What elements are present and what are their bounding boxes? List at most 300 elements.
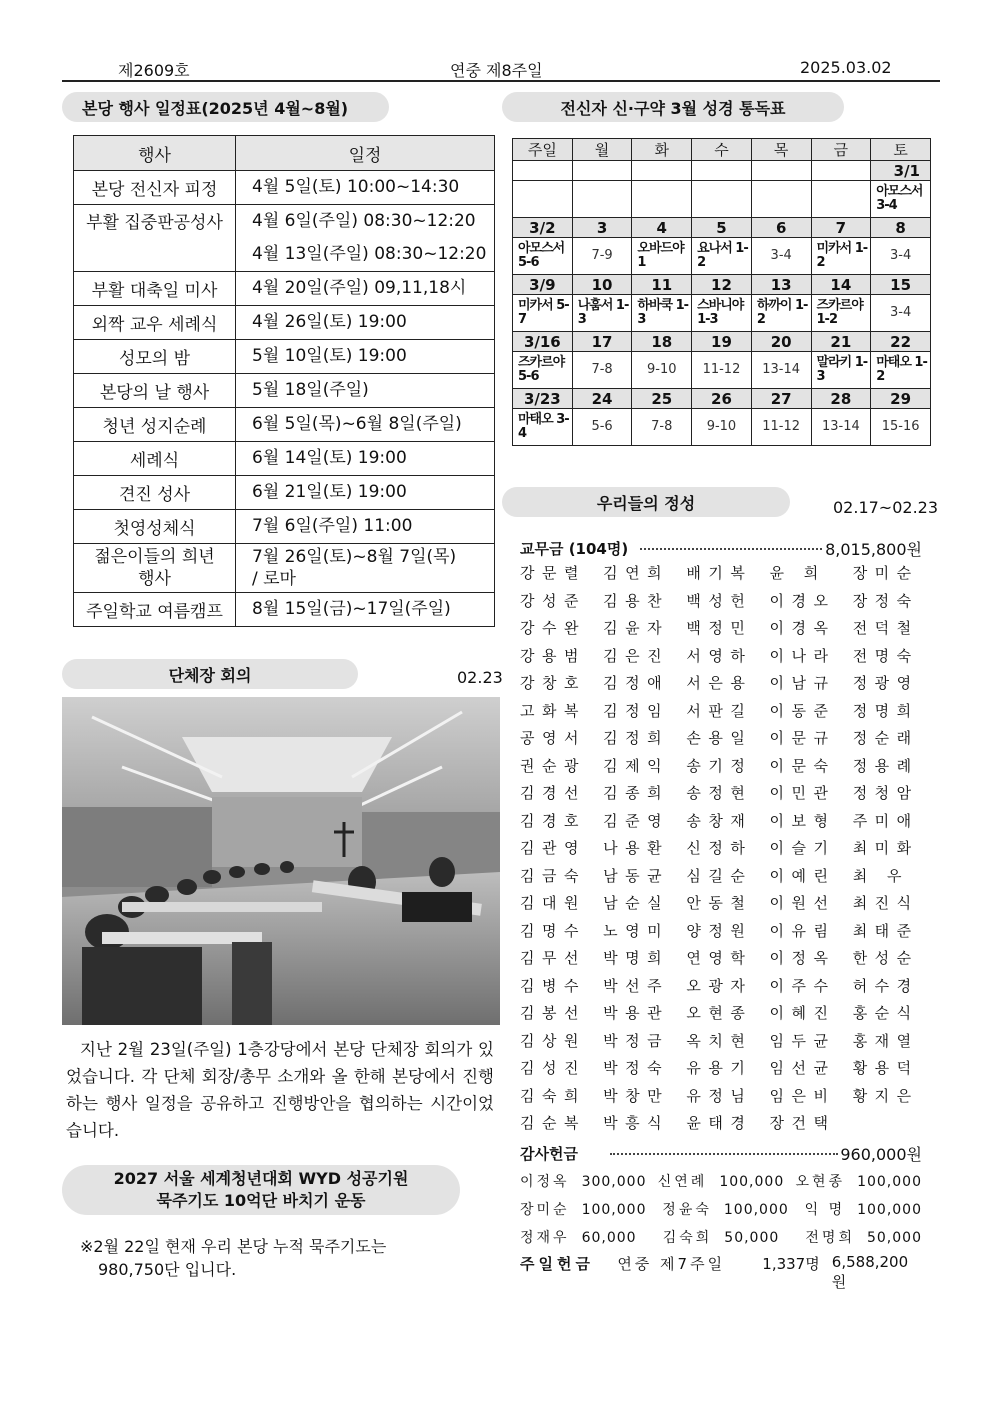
- calendar-date-row: [513, 332, 931, 352]
- donor-name: 최진식: [852, 894, 919, 912]
- schedule-date-line: 7월 6일(주일) 11:00: [252, 516, 413, 536]
- donor-name: 박정금: [603, 1031, 670, 1050]
- calendar-date: 20: [751, 332, 811, 352]
- schedule-row: [74, 374, 495, 408]
- calendar-reading: 즈카르야 5-6: [513, 352, 573, 389]
- calendar-reading: 아모스서 5-6: [513, 238, 573, 275]
- sunday-week: 연중 제7주일: [617, 1255, 726, 1273]
- donor-name: 남동균: [603, 866, 670, 885]
- thanks-donor: 정윤숙: [662, 1202, 712, 1218]
- donor-row: [520, 1030, 922, 1058]
- calendar-reading: 말라키 1-3: [811, 352, 871, 389]
- calendar-date: 29: [871, 389, 931, 409]
- schedule-row: [74, 171, 495, 205]
- donor-name: 홍순식: [852, 1004, 919, 1022]
- thanks-donor: 신연례: [657, 1174, 708, 1190]
- calendar-date: [751, 161, 811, 181]
- donor-name: 최 우: [852, 866, 909, 885]
- donor-name: 김순복: [520, 1114, 586, 1132]
- rosary-note: [80, 1235, 480, 1281]
- schedule-dates: [236, 510, 495, 544]
- donor-name: 임은비: [769, 1086, 836, 1105]
- donor-name: 이경오: [769, 591, 836, 610]
- donor-name: 김준영: [603, 811, 670, 830]
- thanks-entry: [663, 1227, 780, 1247]
- calendar-reading: [811, 181, 871, 218]
- schedule-dates: [236, 544, 495, 593]
- schedule-heading: 본당 행사 일정표(2025년 4월~8월): [62, 92, 389, 122]
- thanks-entry: [805, 1227, 922, 1247]
- calendar-date-row: [513, 389, 931, 409]
- donor-name: 김경선: [520, 784, 586, 802]
- schedule-date-line: 5월 10일(토) 19:00: [252, 346, 407, 366]
- schedule-row: [74, 510, 495, 544]
- schedule-event: 외짝 교우 세례식: [74, 306, 236, 340]
- donor-name: 박정숙: [603, 1059, 670, 1077]
- meeting-text: 지난 2월 23일(주일) 1층강당에서 본당 단체장 회의가 있었습니다. 각 단체 회장/총무 소개와 올 한해 본당에서 진행하는 행사 일정을 공유하고 진행방안을 협의하는 시간이었습니다.: [66, 1040, 494, 1140]
- calendar-weekday: 월: [572, 139, 632, 161]
- donor-name: 강창호: [520, 674, 586, 692]
- schedule-event: 부활 집중판공성사: [74, 205, 236, 272]
- calendar-reading: 7-9: [572, 238, 632, 275]
- calendar-reading: 13-14: [751, 352, 811, 389]
- donor-name: 백성헌: [686, 591, 753, 610]
- thanks-amount-item: 100,000: [857, 1202, 922, 1218]
- sunday-people: 1,337명: [762, 1255, 820, 1273]
- donor-row: [520, 1112, 922, 1140]
- thanks-amount-item: 100,000: [581, 1202, 647, 1218]
- donor-name: 공영서: [520, 729, 586, 747]
- calendar-reading: 마태오 3-4: [513, 409, 573, 446]
- calendar-weekday: 금: [811, 139, 871, 161]
- calendar-date: 25: [632, 389, 692, 409]
- schedule-date-line: 4월 20일(주일) 09,11,18시: [252, 278, 467, 298]
- donor-name: 정명희: [852, 701, 919, 720]
- calendar-date: 8: [871, 218, 931, 238]
- donor-name: 윤 희: [769, 564, 826, 582]
- thanks-entry: [658, 1171, 784, 1191]
- calendar-date: 3/2: [513, 218, 573, 238]
- donor-row: [520, 1057, 922, 1085]
- schedule-dates: [236, 306, 495, 340]
- donor-name: 임선균: [769, 1059, 836, 1077]
- donor-row: [520, 947, 922, 975]
- donor-row: [520, 645, 922, 673]
- calendar-weekday: 주일: [513, 139, 573, 161]
- calendar-reading: 스바니야 1-3: [692, 295, 752, 332]
- thanks-amount-item: 50,000: [724, 1230, 780, 1246]
- donor-name: 이유림: [769, 921, 836, 940]
- donor-name: 박명희: [603, 949, 670, 967]
- calendar-date: 17: [572, 332, 632, 352]
- donor-name: 김정희: [603, 729, 670, 747]
- donor-row: [520, 865, 922, 893]
- donor-name: 정청암: [852, 784, 919, 802]
- calendar-date: 19: [692, 332, 752, 352]
- donor-name: 이동준: [769, 701, 836, 720]
- schedule-dates: [236, 476, 495, 510]
- donor-name: 김연희: [603, 564, 670, 582]
- donor-name: 이민관: [769, 784, 836, 802]
- calendar-date: 3/23: [513, 389, 573, 409]
- thanks-leader-dots: [610, 1153, 838, 1155]
- donor-name: 손용일: [686, 729, 753, 747]
- calendar-reading: 미카서 5-7: [513, 295, 573, 332]
- donor-row: [520, 782, 922, 810]
- donor-name: 배기복: [686, 564, 753, 582]
- schedule-dates: [236, 374, 495, 408]
- schedule-row: [74, 442, 495, 476]
- thanks-entry: [796, 1171, 922, 1191]
- thanks-donor: 전명희: [805, 1230, 855, 1246]
- rosary-note-line-1: ※2월 22일 현재 우리 본당 누적 묵주기도는: [80, 1237, 387, 1256]
- calendar-weekday-row: [513, 139, 931, 161]
- calendar-date: 3/16: [513, 332, 573, 352]
- schedule-date-line: 4월 26일(토) 19:00: [252, 312, 407, 332]
- calendar-date: 28: [811, 389, 871, 409]
- calendar-reading: 미카서 1-2: [811, 238, 871, 275]
- schedule-event: 청년 성지순례: [74, 408, 236, 442]
- donor-name: 김관영: [520, 839, 586, 857]
- donor-name: 황지은: [852, 1086, 919, 1105]
- calendar-date: 3: [572, 218, 632, 238]
- donor-name: 장정숙: [852, 591, 919, 610]
- donor-name: 이주수: [769, 976, 836, 995]
- donor-name: 전명숙: [852, 646, 919, 665]
- donor-name: 허수경: [852, 976, 919, 995]
- schedule-dates: [236, 442, 495, 476]
- schedule-date-line: 4월 5일(토) 10:00~14:30: [252, 177, 460, 197]
- calendar-weekday: 수: [692, 139, 752, 161]
- schedule-date-line: 6월 14일(토) 19:00: [252, 448, 407, 468]
- donor-row: [520, 892, 922, 920]
- donor-name: 송창재: [686, 811, 753, 830]
- donor-name: 신정하: [686, 839, 753, 857]
- thanks-amount: 960,000원: [840, 1145, 922, 1164]
- donor-name: 유용기: [686, 1059, 753, 1077]
- schedule-date-line: 5월 18일(주일): [252, 380, 369, 400]
- offering-heading: 우리들의 정성: [502, 487, 790, 517]
- donor-name: 장건택: [769, 1114, 836, 1132]
- calendar-date: 7: [811, 218, 871, 238]
- dues-label: 교무금 (104명): [520, 540, 629, 558]
- schedule-row: [74, 272, 495, 306]
- thanks-amount-item: 50,000: [866, 1230, 922, 1246]
- donor-name: 황용덕: [852, 1059, 919, 1077]
- donor-name: 권순광: [520, 756, 586, 775]
- donor-name: 송정현: [686, 784, 753, 802]
- calendar-date: [811, 161, 871, 181]
- schedule-dates: [236, 272, 495, 306]
- schedule-row: [74, 593, 495, 627]
- donor-name: 서판길: [686, 701, 753, 720]
- calendar-date: 10: [572, 275, 632, 295]
- donor-name: 이남규: [769, 674, 836, 692]
- donor-name: 김윤자: [603, 619, 670, 637]
- calendar-date: 12: [692, 275, 752, 295]
- calendar-reading: 아모스서 3-4: [871, 181, 931, 218]
- schedule-table: [73, 135, 495, 627]
- donor-name: 서영하: [686, 646, 753, 665]
- donor-name: 김대원: [520, 894, 586, 912]
- donor-row: [520, 1085, 922, 1113]
- thanks-donor: 정재우: [520, 1230, 570, 1246]
- calendar-reading: 9-10: [692, 409, 752, 446]
- donor-name: 이정옥: [769, 949, 836, 967]
- meeting-photo: [62, 697, 500, 1025]
- thanks-donor: 오현종: [795, 1174, 846, 1190]
- donor-name: 윤태경: [686, 1114, 753, 1132]
- donor-name: 김명수: [520, 921, 586, 940]
- sunday-amount: 6,588,200원: [831, 1253, 909, 1291]
- calendar-date: 24: [572, 389, 632, 409]
- sunday-label: 주일헌금: [520, 1255, 594, 1273]
- thanks-row: [520, 1171, 922, 1191]
- sunday-offering: [520, 1253, 922, 1292]
- donor-name: 이혜진: [769, 1004, 836, 1022]
- thanks-row: [520, 1199, 922, 1219]
- donor-name: 강용범: [520, 646, 586, 665]
- calendar-reading: 15-16: [871, 409, 931, 446]
- donor-name: 옥치현: [686, 1031, 753, 1050]
- meeting-description: [66, 1036, 494, 1144]
- donor-name: 정순래: [852, 729, 919, 747]
- donor-name: 박선주: [603, 976, 670, 995]
- offering-period: 02.17~02.23: [833, 498, 939, 517]
- calendar-date: 26: [692, 389, 752, 409]
- schedule-date-line: 8월 15일(금)~17일(주일): [252, 599, 451, 619]
- thanks-entry: [662, 1199, 788, 1219]
- donor-name: [853, 1112, 922, 1140]
- schedule-row: [74, 476, 495, 510]
- bulletin-date: 2025.03.02: [800, 58, 892, 77]
- calendar-reading: 7-8: [572, 352, 632, 389]
- thanks-entry: [520, 1171, 646, 1191]
- donor-row: [520, 562, 922, 590]
- donor-name: 이나라: [769, 646, 836, 665]
- donor-name: 김제익: [603, 756, 670, 775]
- calendar-date: 27: [751, 389, 811, 409]
- schedule-event: 첫영성체식: [74, 510, 236, 544]
- calendar-reading-row: [513, 181, 931, 218]
- thanks-row: [520, 1227, 922, 1247]
- dues-leader-dots: [640, 548, 822, 550]
- schedule-dates: [236, 171, 495, 205]
- header-divider: [62, 80, 940, 82]
- donor-name: 이경옥: [769, 619, 836, 637]
- schedule-dates: [236, 408, 495, 442]
- donor-name: 오현종: [686, 1004, 753, 1022]
- calendar-date-row: [513, 275, 931, 295]
- thanks-label: 감사헌금: [520, 1145, 578, 1163]
- schedule-date-line: 6월 21일(토) 19:00: [252, 482, 407, 502]
- thanks-amount-item: 100,000: [857, 1174, 922, 1190]
- donor-name: 김병수: [520, 976, 586, 995]
- donor-row: [520, 617, 922, 645]
- calendar-weekday: 토: [871, 139, 931, 161]
- donor-name: 강문렬: [520, 564, 586, 582]
- thanks-donor: 익 명: [804, 1202, 846, 1218]
- calendar-reading: 9-10: [632, 352, 692, 389]
- calendar-reading: 3-4: [871, 295, 931, 332]
- calendar-reading: 하까이 1-2: [751, 295, 811, 332]
- donor-row: [520, 975, 922, 1003]
- donor-row: [520, 837, 922, 865]
- donor-name: 백정민: [686, 619, 753, 637]
- calendar-reading: [572, 181, 632, 218]
- schedule-event: 본당의 날 행사: [74, 374, 236, 408]
- donor-name: 김종희: [603, 784, 670, 802]
- calendar-date: 22: [871, 332, 931, 352]
- wyd-line-2: 묵주기도 10억단 바치기 운동: [156, 1191, 366, 1210]
- donor-name: 김상원: [520, 1031, 586, 1050]
- calendar-date: [572, 161, 632, 181]
- calendar-date: 13: [751, 275, 811, 295]
- donor-name: 이문숙: [769, 756, 836, 775]
- calendar-date-row: [513, 161, 931, 181]
- donor-name: 김정애: [603, 674, 670, 692]
- thanks-entry: [805, 1199, 922, 1219]
- schedule-date-line: 7월 26일(토)~8월 7일(목): [252, 547, 457, 567]
- donor-name: 한성순: [852, 949, 919, 967]
- calendar-reading: 11-12: [751, 409, 811, 446]
- donor-name: 송기정: [686, 756, 753, 775]
- schedule-col-event: 행사: [74, 136, 236, 171]
- donor-name: 나용환: [603, 839, 670, 857]
- donor-name: 김봉선: [520, 1004, 586, 1022]
- issue-number: 제2609호: [118, 61, 190, 80]
- schedule-row: [74, 306, 495, 340]
- donor-name: 박흥식: [603, 1114, 670, 1132]
- donor-name: 박용관: [603, 1004, 670, 1022]
- calendar-reading: [632, 181, 692, 218]
- donor-name: 안동철: [686, 894, 753, 912]
- calendar-reading: 13-14: [811, 409, 871, 446]
- schedule-row: [74, 340, 495, 374]
- calendar-date: 11: [632, 275, 692, 295]
- schedule-row: [74, 408, 495, 442]
- donor-name: 김숙희: [520, 1086, 586, 1105]
- calendar-date: [513, 161, 573, 181]
- donor-name: 김정임: [603, 701, 670, 720]
- donor-name: 노영미: [603, 921, 670, 940]
- calendar-reading: [751, 181, 811, 218]
- donor-name: 전덕철: [852, 619, 919, 637]
- donor-row: [520, 1002, 922, 1030]
- donor-name: 김경호: [520, 811, 586, 830]
- donor-name: 이문규: [769, 729, 836, 747]
- donor-name: 유정님: [686, 1086, 753, 1105]
- schedule-date-line: / 로마: [252, 569, 296, 589]
- donor-row: [520, 810, 922, 838]
- calendar-date: 6: [751, 218, 811, 238]
- calendar-date: 5: [692, 218, 752, 238]
- schedule-event: 주일학교 여름캠프: [74, 593, 236, 627]
- donor-name: 남순실: [603, 894, 670, 912]
- donor-name: 최태준: [852, 921, 919, 940]
- calendar-reading: [513, 181, 573, 218]
- calendar-date: 3/1: [871, 161, 931, 181]
- thanks-amount-item: 60,000: [581, 1230, 637, 1246]
- calendar-reading: 마태오 1-2: [871, 352, 931, 389]
- donor-row: [520, 590, 922, 618]
- donor-name: 강성준: [520, 591, 586, 610]
- calendar-date: 4: [632, 218, 692, 238]
- donor-name: 장미순: [852, 564, 919, 582]
- bible-reading-table: [512, 138, 931, 446]
- thanks-amount-item: 100,000: [723, 1202, 789, 1218]
- donor-row: [520, 920, 922, 948]
- donor-name: 이슬기: [769, 839, 836, 857]
- schedule-event: 세례식: [74, 442, 236, 476]
- donor-name: 고화복: [520, 701, 586, 720]
- schedule-date-line: 4월 6일(주일) 08:30~12:20: [252, 211, 476, 231]
- donor-name: 박창만: [603, 1086, 670, 1105]
- donor-name: 양정원: [686, 921, 753, 940]
- schedule-row: [74, 205, 495, 272]
- thanks-donor: 이정옥: [520, 1174, 570, 1190]
- wyd-banner: [62, 1165, 460, 1215]
- thanks-amount-item: 100,000: [719, 1174, 785, 1190]
- calendar-reading: 3-4: [871, 238, 931, 275]
- donor-name: 정용례: [852, 756, 919, 775]
- meeting-date: 02.23: [457, 668, 503, 687]
- calendar-date: 21: [811, 332, 871, 352]
- donor-name: 김용찬: [603, 591, 670, 610]
- donor-name: 이원선: [769, 894, 836, 912]
- meeting-heading: 단체장 회의: [62, 659, 358, 689]
- calendar-reading: 오바드야 1: [632, 238, 692, 275]
- schedule-date-line: 6월 5일(목)~6월 8일(주일): [252, 414, 462, 434]
- donor-name: 김금숙: [520, 866, 586, 885]
- donor-name-list: [520, 562, 922, 1140]
- dues-amount: 8,015,800원: [825, 540, 922, 559]
- calendar-reading: 즈카르야 1-2: [811, 295, 871, 332]
- schedule-date-line: 4월 13일(주일) 08:30~12:20: [252, 244, 487, 264]
- calendar-date: 18: [632, 332, 692, 352]
- donor-name: 임두균: [769, 1031, 836, 1050]
- donor-name: 최미화: [852, 839, 919, 857]
- thanks-donor: 장미순: [520, 1202, 570, 1218]
- bulletin-title: 연중 제8주일: [450, 61, 543, 80]
- donor-name: 이예린: [769, 866, 836, 885]
- calendar-date: 15: [871, 275, 931, 295]
- donor-name: 김성진: [520, 1059, 586, 1077]
- calendar-reading: 5-6: [572, 409, 632, 446]
- calendar-weekday: 목: [751, 139, 811, 161]
- calendar-reading: 하바쿡 1-3: [632, 295, 692, 332]
- wyd-line-1: 2027 서울 세계청년대회 WYD 성공기원: [113, 1169, 409, 1188]
- schedule-event: 부활 대축일 미사: [74, 272, 236, 306]
- calendar-reading: 요나서 1-2: [692, 238, 752, 275]
- calendar-date: [632, 161, 692, 181]
- schedule-event: 본당 전신자 피정: [74, 171, 236, 205]
- donor-name: 홍재열: [852, 1031, 919, 1050]
- calendar-reading-row: [513, 409, 931, 446]
- calendar-reading: 11-12: [692, 352, 752, 389]
- donor-name: 김은진: [603, 646, 670, 665]
- thanks-amount-item: 300,000: [581, 1174, 647, 1190]
- donor-name: 정광영: [852, 674, 919, 692]
- donor-row: [520, 727, 922, 755]
- calendar-weekday: 화: [632, 139, 692, 161]
- donor-name: 김무선: [520, 949, 586, 967]
- calendar-reading: 나훔서 1-3: [572, 295, 632, 332]
- donor-name: 연영학: [686, 949, 753, 967]
- schedule-dates: [236, 205, 495, 272]
- schedule-dates: [236, 340, 495, 374]
- calendar-date: 14: [811, 275, 871, 295]
